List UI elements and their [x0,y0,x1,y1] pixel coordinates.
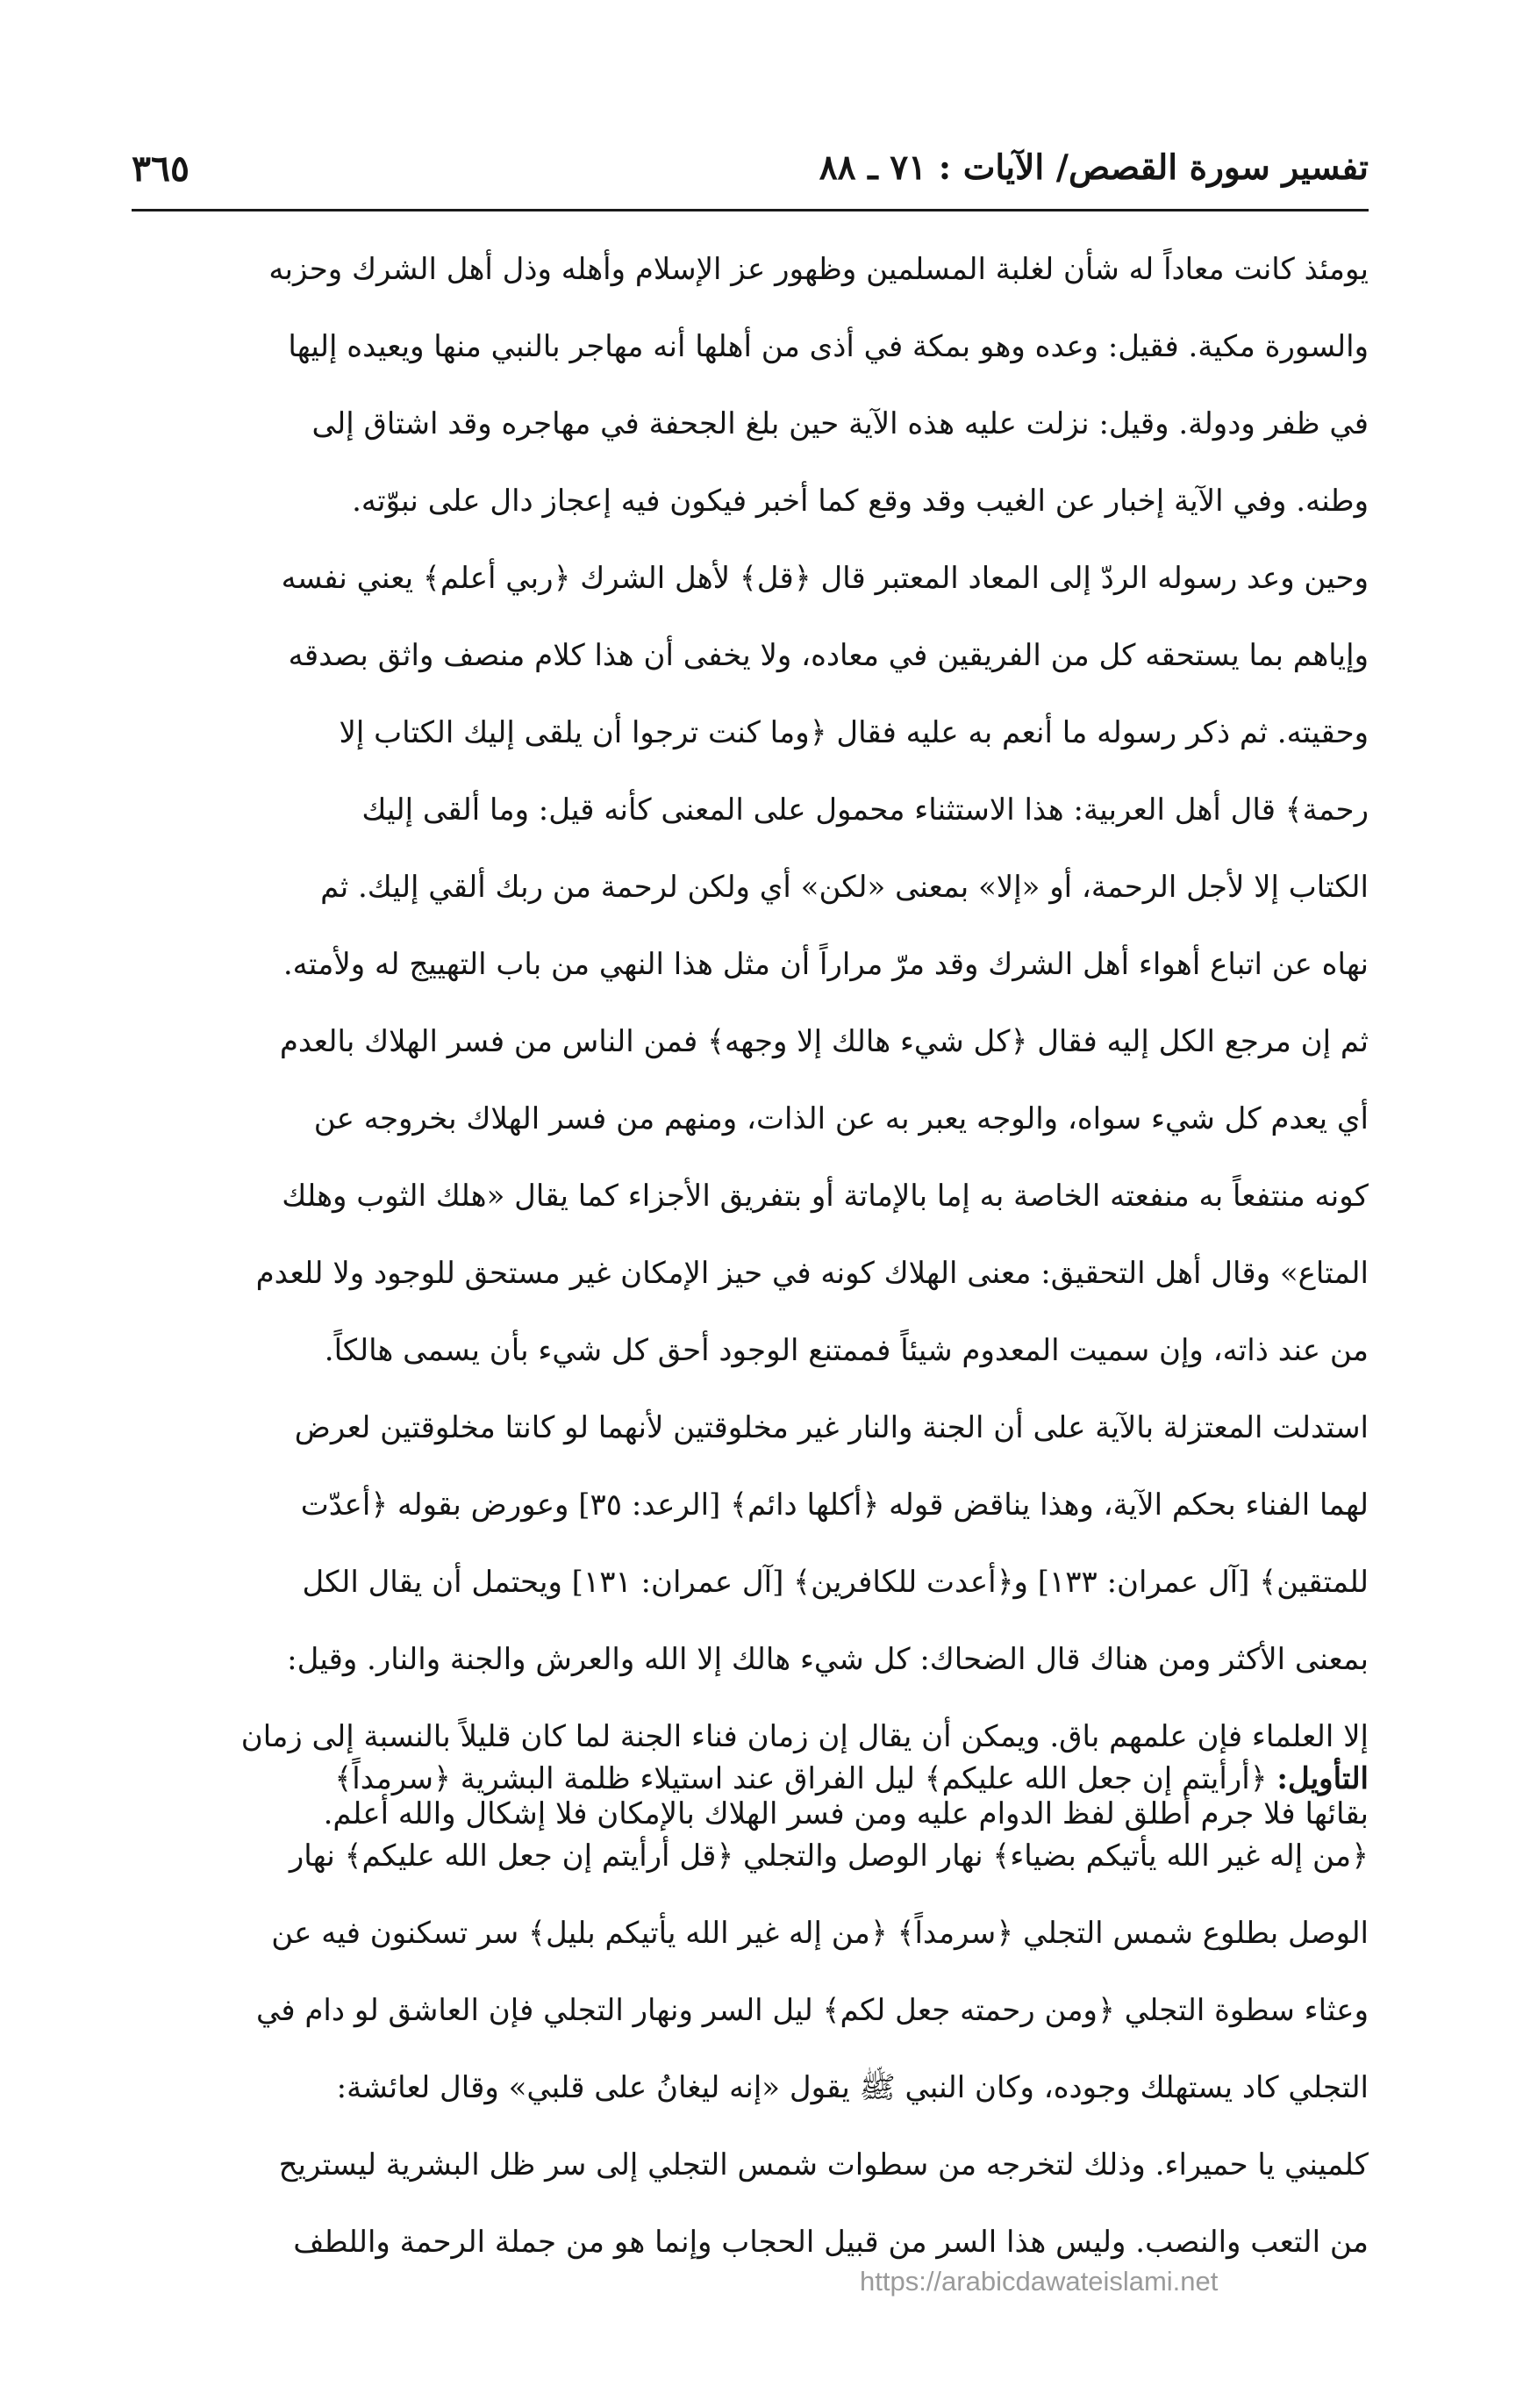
text-line: نهاه عن اتباع أهواء أهل الشرك وقد مرّ مراراً أن مثل هذا النهي من باب التهييج له ولأمته. [282,947,1369,982]
text-line: ثم إن مرجع الكل إليه فقال ﴿كل شيء هالك إلا وجهه﴾ فمن الناس من فسر الهلاك بالعدم [279,1024,1369,1059]
text-line: الكتاب إلا لأجل الرحمة، أو «إلا» بمعنى «لكن» أي ولكن لرحمة من ربك ألقي إليك. ثم [320,870,1369,905]
commentary-section [132,231,1369,1853]
text-line: كلميني يا حميراء. وذلك لتخرجه من سطوات شمس التجلي إلى سر ظل البشرية ليستريح [278,2147,1369,2182]
header-rule [132,209,1369,211]
text-line: المتاع» وقال أهل التحقيق: معنى الهلاك كونه في حيز الإمكان غير مستحق للوجود ولا للعدم [255,1256,1369,1291]
section-lead: التأويل: [1276,1761,1369,1796]
page-number: ٣٦٥ [132,147,190,190]
text-line: وطنه. وفي الآية إخبار عن الغيب وقد وقع كما أخبر فيكون فيه إعجاز دال على نبوّته. [352,484,1369,519]
text-line: يومئذ كانت معاداً له شأن لغلبة المسلمين وظهور عز الإسلام وأهله وذل أهل الشرك وحزبه [268,252,1369,287]
text-line: وإياهم بما يستحقه كل من الفريقين في معاده، ولا يخفى أن هذا كلام منصف واثق بصدقه [288,638,1369,673]
text-line: إلا العلماء فإن علمهم باق. ويمكن أن يقال إن زمان فناء الجنة لما كان قليلاً بالنسبة إلى زمان [240,1719,1369,1754]
text-line: التجلي كاد يستهلك وجوده، وكان النبي ﷺ يقول «إنه ليغانُ على قلبي» وقال لعائشة: [336,2070,1369,2105]
text-line: لهما الفناء بحكم الآية، وهذا يناقض قوله ﴿أكلها دائم﴾ [الرعد: ٣٥] وعورض بقوله ﴿أعدّت [300,1487,1369,1523]
text-line: استدلت المعتزلة بالآية على أن الجنة والنار غير مخلوقتين لأنهما لو كانتا مخلوقتين لعرض [294,1410,1369,1445]
text-line: رحمة﴾ قال أهل العربية: هذا الاستثناء محمول على المعنى كأنه قيل: وما ألقى إليك [361,792,1369,828]
text-line: ﴿من إله غير الله يأتيكم بضياء﴾ نهار الوصل والتجلي ﴿قل أرأيتم إن جعل الله عليكم﴾ نهار [289,1838,1369,1874]
text-line: أي يعدم كل شيء سواه، والوجه يعبر به عن الذات، ومنهم من فسر الهلاك بخروجه عن [313,1101,1369,1136]
source-watermark: https://arabicdawateislami.net [860,2266,1219,2297]
text-line: من التعب والنصب. وليس هذا السر من قبيل الحجاب وإنما هو من جملة الرحمة واللطف [293,2225,1369,2260]
text-line [132,1740,1369,1817]
text-line: كونه منتفعاً به منفعته الخاصة به إما بالإماتة أو بتفريق الأجزاء كما يقال «هلك الثوب وهلك [282,1179,1369,1214]
text-line: في ظفر ودولة. وقيل: نزلت عليه هذه الآية حين بلغ الجحفة في مهاجره وقد اشتاق إلى [311,406,1369,441]
text-line: بقائها فلا جرم أطلق لفظ الدوام عليه ومن فسر الهلاك بالإمكان فلا إشكال والله أعلم. [323,1796,1369,1831]
text-line: والسورة مكية. فقيل: وعده وهو بمكة في أذى من أهلها أنه مهاجر بالنبي منها ويعيده إليها [288,329,1369,364]
header-title: تفسير سورة القصص/ الآيات : ٧١ ـ ٨٨ [819,147,1369,188]
text-line: الوصل بطلوع شمس التجلي ﴿سرمداً﴾ ﴿من إله غير الله يأتيكم بليل﴾ سر تسكنون فيه عن [271,1916,1369,1951]
text-line: وعثاء سطوة التجلي ﴿ومن رحمته جعل لكم﴾ ليل السر ونهار التجلي فإن العاشق لو دام في [255,1993,1369,2028]
text-line: من عند ذاته، وإن سميت المعدوم شيئاً فممتنع الوجود أحق كل شيء بأن يسمى هالكاً. [324,1333,1369,1368]
text-line: للمتقين﴾ [آل عمران: ١٣٣] و﴿أعدت للكافرين﴾ [آل عمران: ١٣١] ويحتمل أن يقال الكل [302,1565,1369,1600]
running-header [132,147,1369,209]
text-line: بمعنى الأكثر ومن هناك قال الضحاك: كل شيء هالك إلا الله والعرش والجنة والنار. وقيل: [287,1642,1369,1677]
text-line: وحقيته. ثم ذكر رسوله ما أنعم به عليه فقال ﴿وما كنت ترجوا أن يلقى إليك الكتاب إلا [339,715,1369,750]
text-line: وحين وعد رسوله الردّ إلى المعاد المعتبر قال ﴿قل﴾ لأهل الشرك ﴿ربي أعلم﴾ يعني نفسه [281,561,1369,596]
interpretation-section [132,1740,1369,2281]
text-line-content: ﴿أرأيتم إن جعل الله عليكم﴾ ليل الفراق عند استيلاء ظلمة البشرية ﴿سرمداً﴾ [334,1761,1277,1796]
